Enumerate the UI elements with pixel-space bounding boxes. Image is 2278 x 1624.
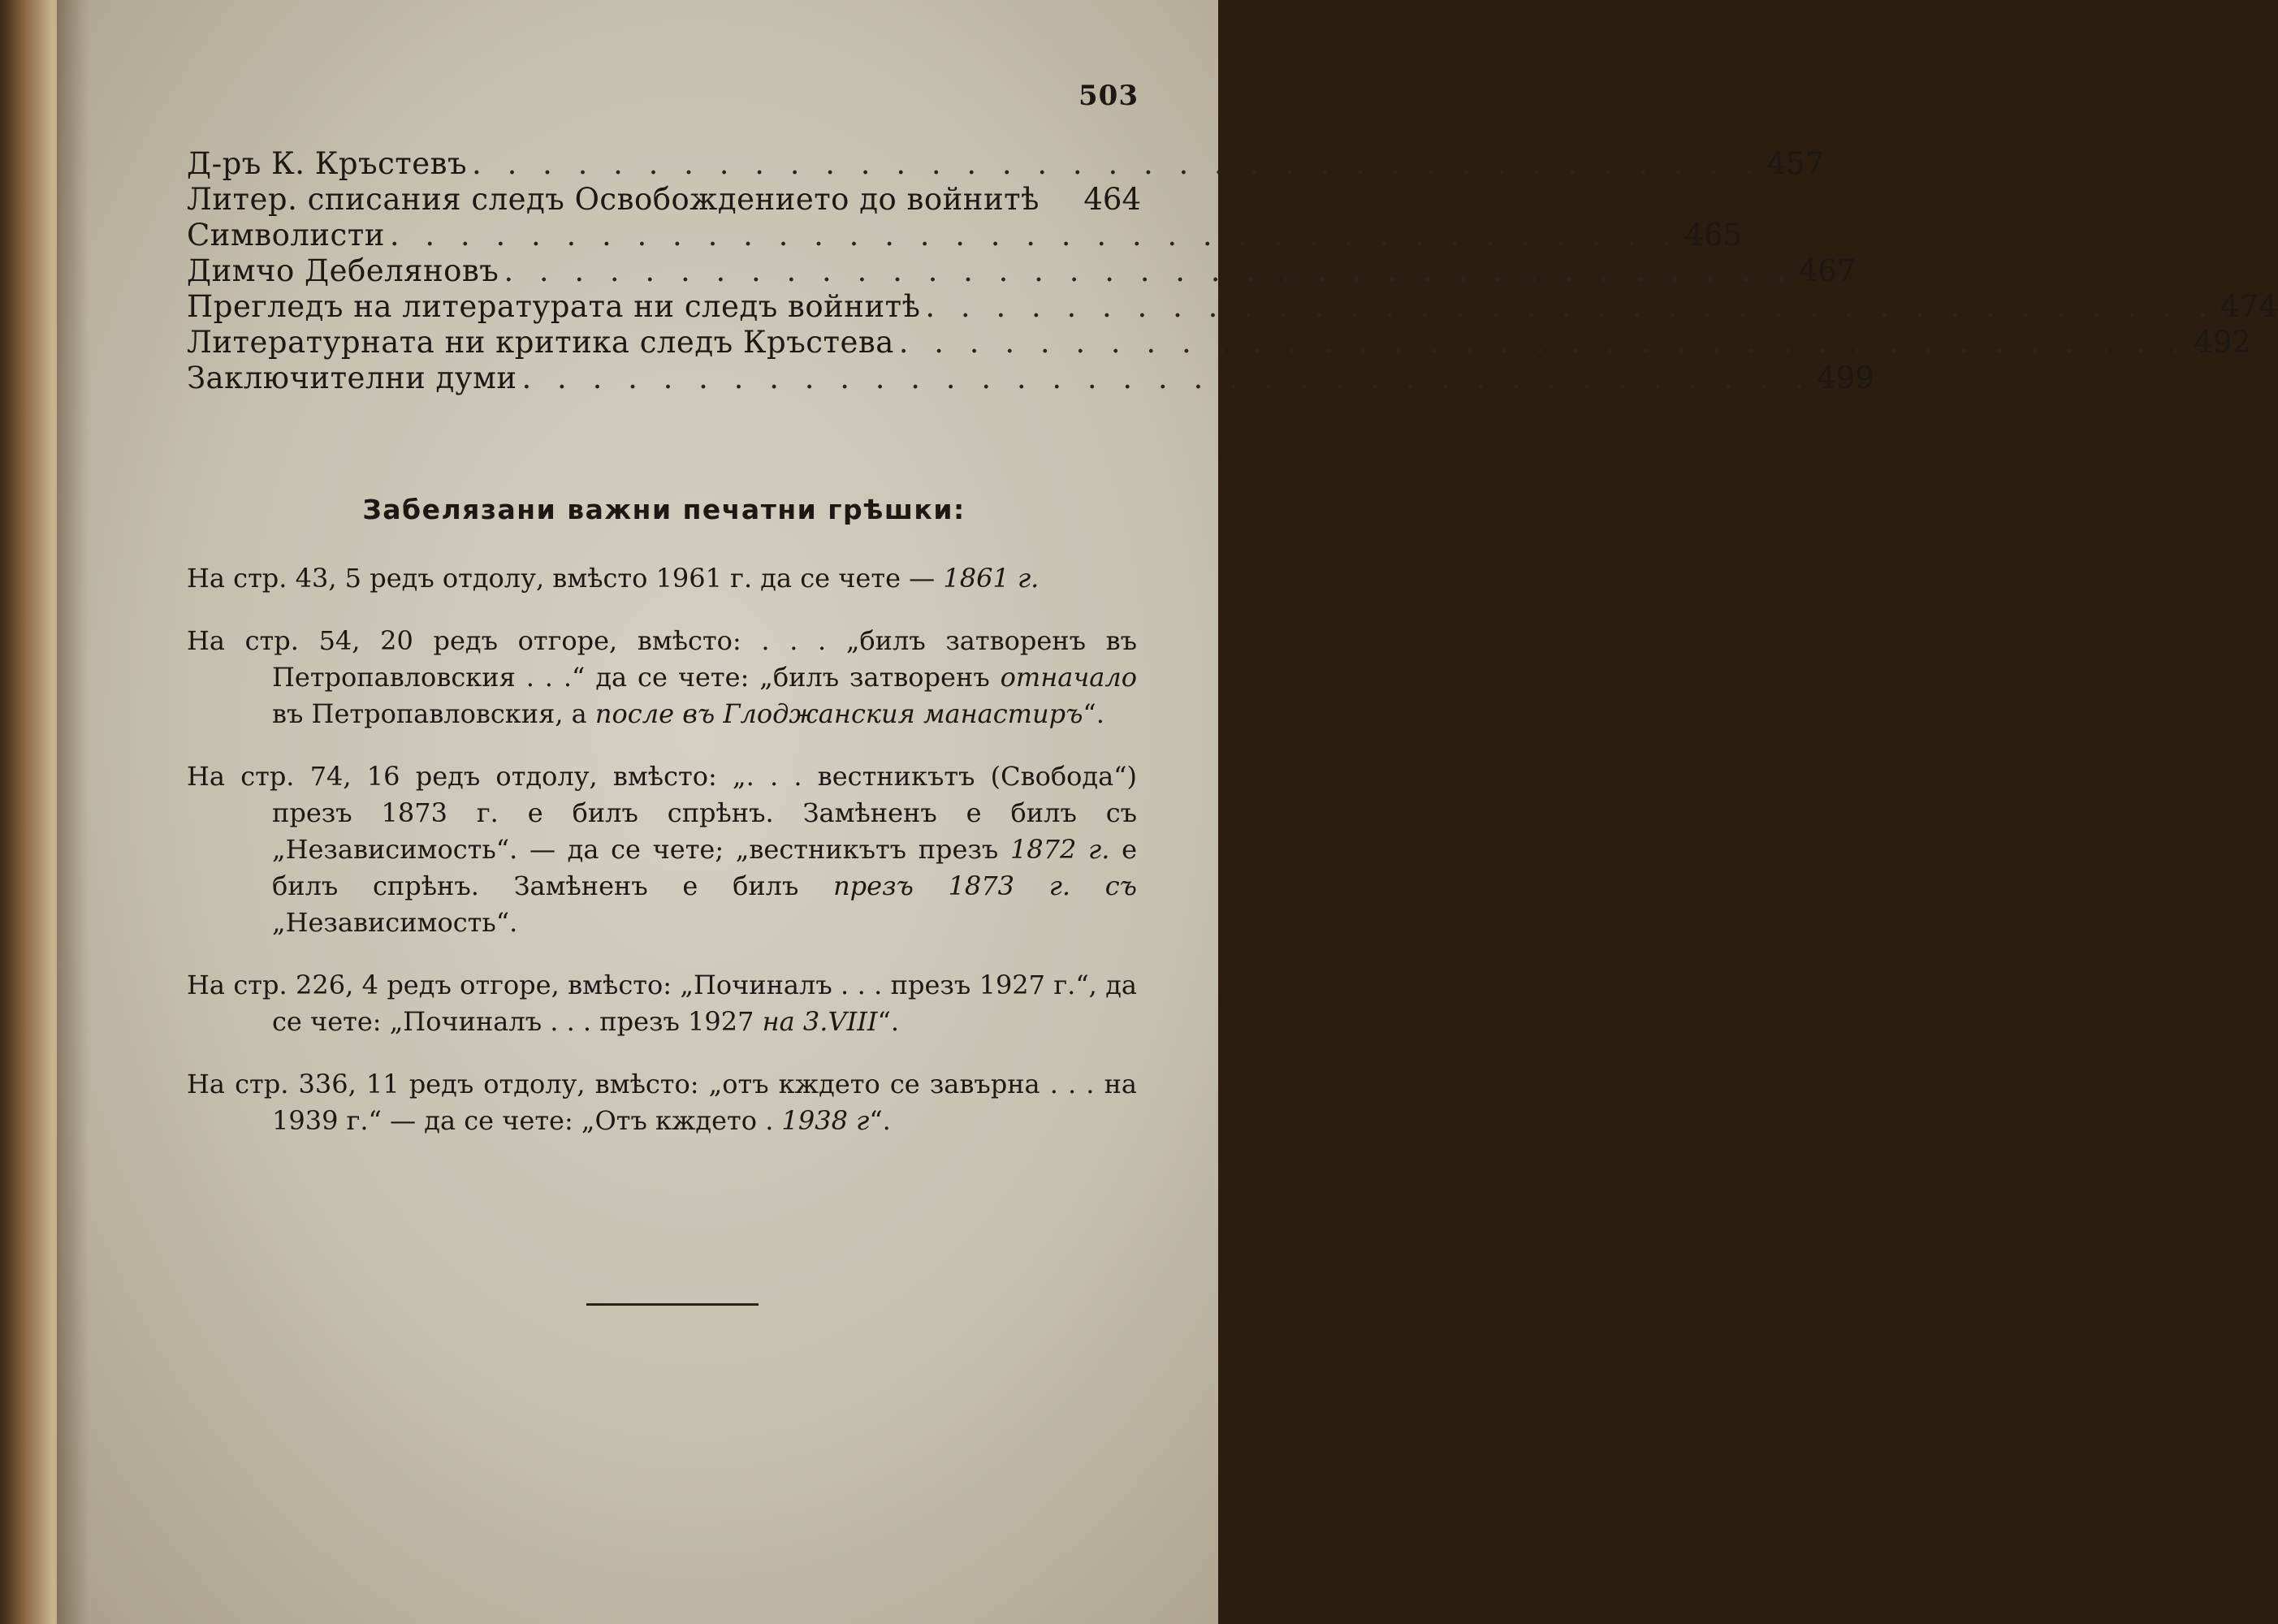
toc-entry xyxy=(187,289,2278,325)
toc-entry-page: 492 xyxy=(2194,325,2251,360)
toc-entry xyxy=(187,325,2251,361)
toc-entry-page: 464 xyxy=(1083,182,1141,217)
errata-item xyxy=(187,1066,1137,1139)
toc-entry-title: Литературната ни критика следъ Кръстева xyxy=(187,325,894,360)
toc-entry xyxy=(187,146,1825,182)
errata-correction: отначало xyxy=(1000,662,1137,693)
errata-list xyxy=(187,560,1137,1144)
toc-entry-title: Димчо Дебеляновъ xyxy=(187,253,499,288)
toc-entry-title: Литер. списания следъ Освобождението до войнитѣ xyxy=(187,182,1040,217)
toc-entry-title: Символисти xyxy=(187,218,385,253)
toc-entry xyxy=(187,218,1743,253)
errata-text: На стр. 226, 4 редъ отгоре, вмѣсто: „Починалъ . . . презъ 1927 г.“, да се чете: „Починалъ . . . презъ 1927 xyxy=(187,970,1137,1037)
errata-text: На стр. 74, 16 редъ отдолу, вмѣсто: „. . . вестникътъ (Свобода“) презъ 1873 г. е билъ спрѣнъ. Замѣненъ е билъ съ „Независимость“. — да се чете; „вестникътъ презъ xyxy=(187,761,1137,865)
toc-entry xyxy=(187,182,1141,218)
toc-entry-title: Заключителни думи xyxy=(187,361,517,395)
errata-text: На стр. 43, 5 редъ отдолу, вмѣсто 1961 г. да се чете — xyxy=(187,563,944,594)
errata-correction: после въ Глоджанския манастиръ xyxy=(594,698,1083,729)
errata-correction: презъ 1873 г. съ xyxy=(833,870,1138,901)
toc-entry-title: Д-ръ К. Кръстевъ xyxy=(187,146,468,181)
errata-text: “. xyxy=(877,1006,900,1037)
toc-dot-leader: . . . . . . . . . . . . . . . . . . . . . . . . . . . . . . . . . . . . . xyxy=(504,253,1794,288)
errata-correction: 1861 г. xyxy=(943,563,1040,594)
errata-text: “. xyxy=(1083,698,1104,729)
toc-entry xyxy=(187,253,1857,289)
errata-text: На стр. 336, 11 редъ отдолу, вмѣсто: „отъ кждето се завърна . . . на 1939 г.“ — да се чете: „Отъ кждето . xyxy=(187,1069,1137,1136)
errata-text: “. xyxy=(869,1105,891,1136)
errata-text: „Независимость“. xyxy=(272,907,518,938)
errata-correction: 1938 г xyxy=(781,1105,870,1136)
errata-item xyxy=(187,967,1137,1040)
toc-dot-leader: . . . . . . . . . . . . . . . . . . . . . . . . . . . . . . . . . . . . . xyxy=(898,325,2189,360)
errata-item xyxy=(187,758,1137,941)
errata-text: въ Петропавловския, а xyxy=(272,698,595,729)
toc-dot-leader: . . . . . . . . . . . . . . . . . . . . . . . . . . . . . . . . . . . . . xyxy=(521,361,1813,395)
toc-entry-page: 465 xyxy=(1684,218,1743,253)
toc-dot-leader: . . . . . . . . . . . . . . . . . . . . . . . . . . . . . . . . . . . . . xyxy=(472,146,1762,181)
end-rule xyxy=(586,1303,759,1306)
toc-entry-page: 474 xyxy=(2220,289,2278,324)
errata-heading: Забелязани важни печатни грѣшки: xyxy=(362,494,966,525)
toc-entry xyxy=(187,361,1874,396)
table-of-contents xyxy=(187,146,2278,396)
errata-text: е билъ спрѣнъ. Замѣненъ е билъ xyxy=(272,834,1137,901)
toc-entry-page: 467 xyxy=(1798,253,1857,288)
errata-item xyxy=(187,560,1137,597)
toc-dot-leader: . . . . . . . . . . . . . . . . . . . . . . . . . . . . . . . . . . . . . xyxy=(925,289,2215,324)
toc-entry-title: Прегледъ на литературата ни следъ войнитѣ xyxy=(187,289,921,324)
errata-correction: на 3.VIII xyxy=(762,1006,878,1037)
errata-text: На стр. 54, 20 редъ отгоре, вмѣсто: . . . „билъ затворенъ въ Петропавловския . . .“ да се чете: „билъ затворенъ xyxy=(187,625,1137,693)
toc-entry-page: 499 xyxy=(1817,361,1874,395)
errata-correction: 1872 г. xyxy=(1009,834,1110,865)
errata-item xyxy=(187,623,1137,732)
toc-dot-leader: . . . . . . . . . . . . . . . . . . . . . . . . . . . . . . . . . . . . . xyxy=(389,218,1680,253)
page-gutter-shadow xyxy=(57,0,89,1624)
toc-entry-page: 457 xyxy=(1766,146,1825,181)
page-number: 503 xyxy=(1078,80,1139,112)
